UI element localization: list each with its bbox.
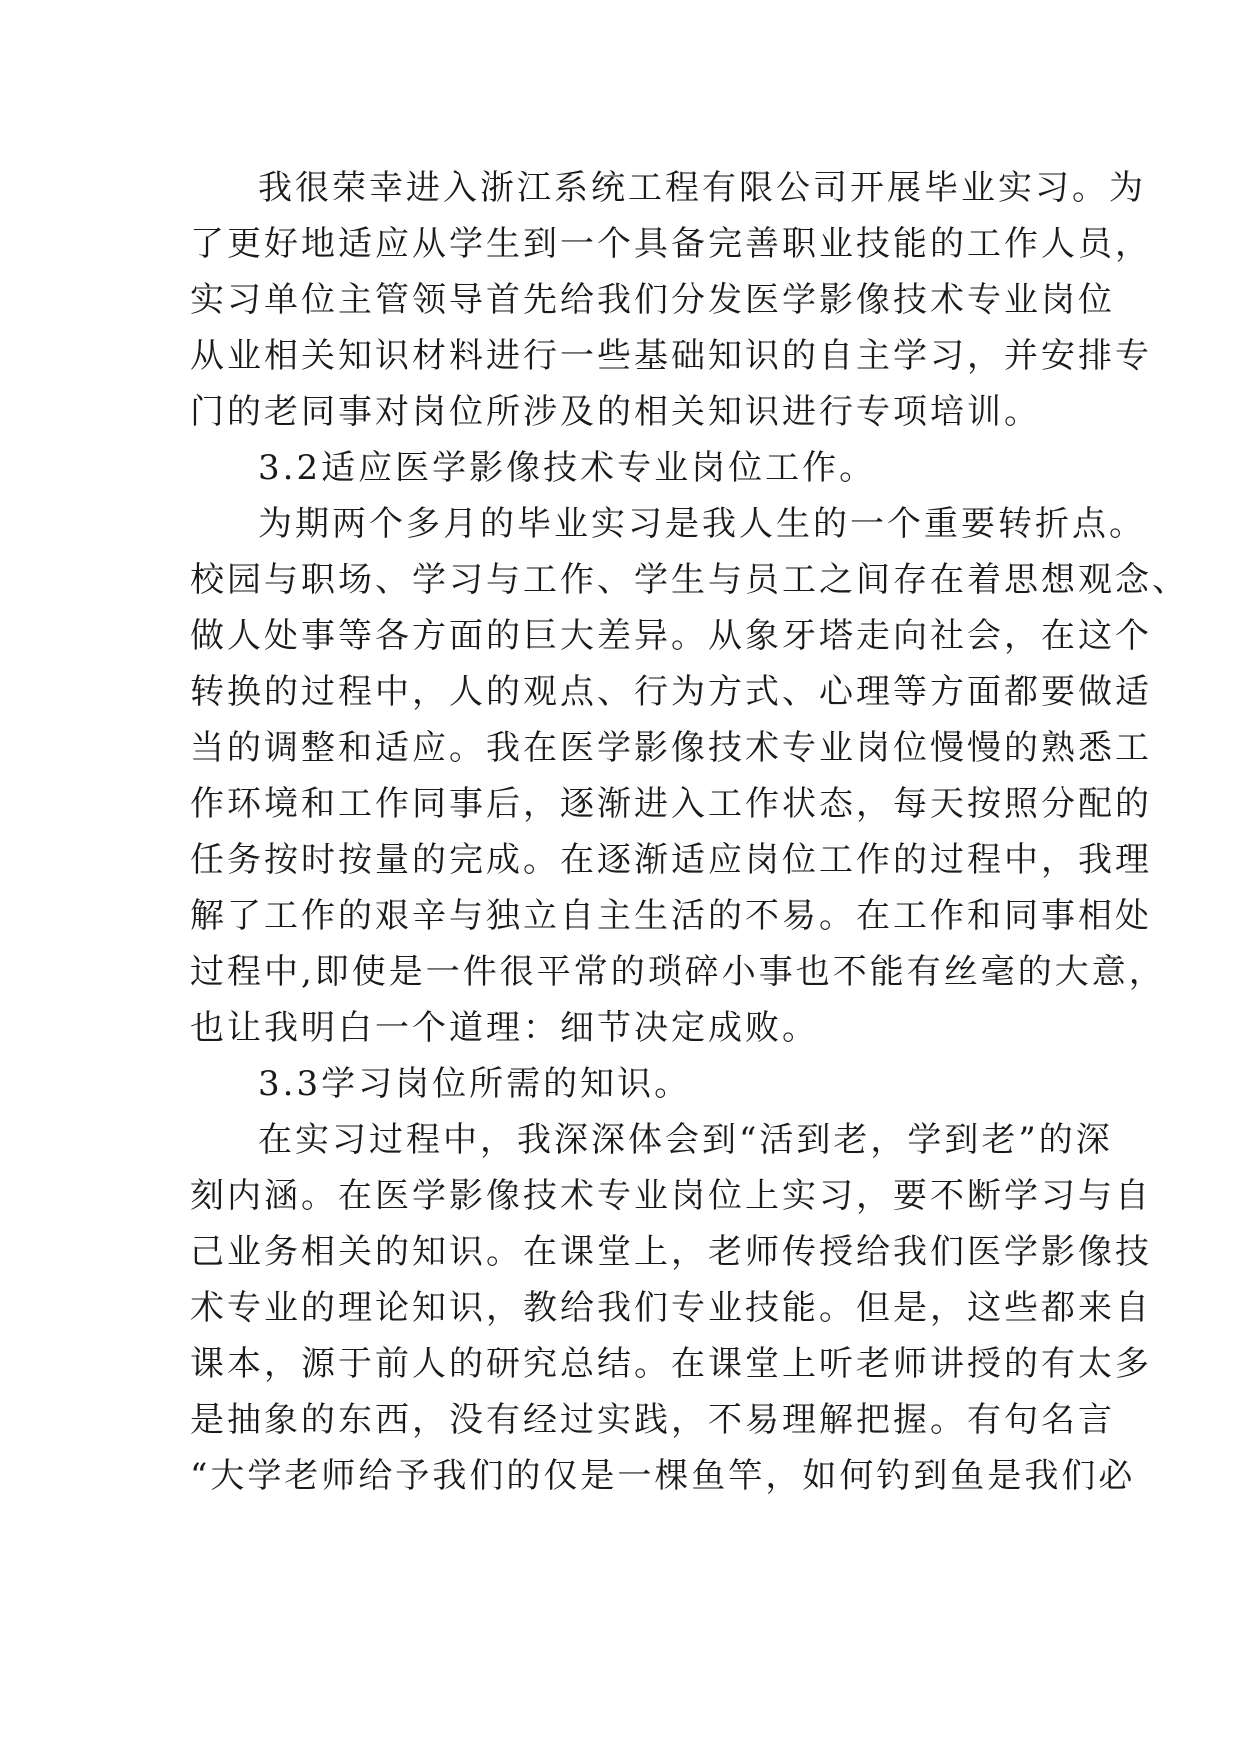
paragraph-line: 刻内涵。在医学影像技术专业岗位上实习，要不断学习与自 [190,1176,1152,1216]
paragraph-line: 作环境和工作同事后，逐渐进入工作状态，每天按照分配的 [190,784,1152,824]
section-heading: 3.3学习岗位所需的知识。 [258,1064,692,1104]
paragraph-line: 门的老同事对岗位所涉及的相关知识进行专项培训。 [190,392,1041,432]
paragraph-line: 过程中,即使是一件很平常的琐碎小事也不能有丝毫的大意， [190,952,1166,992]
paragraph-line: 也让我明白一个道理：细节决定成败。 [190,1008,819,1048]
paragraph-line: 为期两个多月的毕业实习是我人生的一个重要转折点。 [258,504,1146,544]
paragraph-line: 校园与职场、学习与工作、学生与员工之间存在着思想观念、 [190,560,1189,600]
body-text [190,160,1189,1504]
paragraph-line: 课本，源于前人的研究总结。在课堂上听老师讲授的有太多 [190,1344,1152,1384]
paragraph-line: 解了工作的艰辛与独立自主生活的不易。在工作和同事相处 [190,896,1152,936]
paragraph-line: 了更好地适应从学生到一个具备完善职业技能的工作人员， [190,224,1152,264]
paragraph-line: 任务按时按量的完成。在逐渐适应岗位工作的过程中，我理 [190,840,1152,880]
paragraph-line: 从业相关知识材料进行一些基础知识的自主学习，并安排专 [190,336,1152,376]
paragraph-line: 转换的过程中，人的观点、行为方式、心理等方面都要做适 [190,672,1152,712]
paragraph-line: 当的调整和适应。我在医学影像技术专业岗位慢慢的熟悉工 [190,728,1152,768]
paragraph-line: 在实习过程中，我深深体会到“活到老，学到老”的深 [258,1120,1113,1160]
paragraph-line: “大学老师给予我们的仅是一棵鱼竿，如何钓到鱼是我们必 [190,1456,1136,1496]
paragraph-line: 己业务相关的知识。在课堂上，老师传授给我们医学影像技 [190,1232,1152,1272]
paragraph-line: 是抽象的东西，没有经过实践，不易理解把握。有句名言 [190,1400,1115,1440]
section-heading: 3.2适应医学影像技术专业岗位工作。 [258,448,877,488]
paragraph-line: 做人处事等各方面的巨大差异。从象牙塔走向社会，在这个 [190,616,1152,656]
paragraph-line: 我很荣幸进入浙江系统工程有限公司开展毕业实习。为 [258,168,1146,208]
paragraph-line: 实习单位主管领导首先给我们分发医学影像技术专业岗位 [190,280,1115,320]
paragraph-line: 术专业的理论知识，教给我们专业技能。但是，这些都来自 [190,1288,1152,1328]
